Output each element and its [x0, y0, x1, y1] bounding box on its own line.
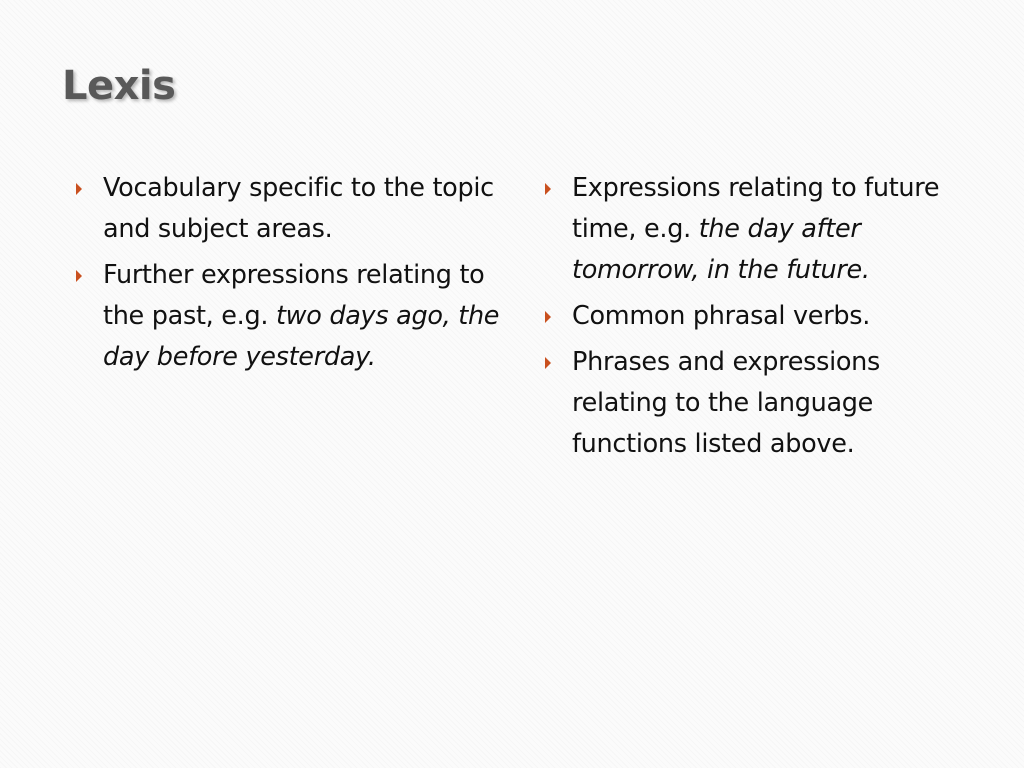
- list-item: [74, 168, 504, 250]
- bullet-example: the day after tomorrow, in the future.: [572, 214, 870, 285]
- triangle-right-icon: [545, 357, 551, 369]
- triangle-right-icon: [545, 183, 551, 195]
- list-item: [74, 255, 504, 378]
- list-item: [543, 168, 943, 291]
- triangle-right-icon: [545, 311, 551, 323]
- bullet-text: Vocabulary specific to the topic and subject areas.: [103, 173, 494, 244]
- list-item: [543, 342, 943, 465]
- bullet-text: Phrases and expressions relating to the language functions listed above.: [572, 347, 881, 459]
- triangle-right-icon: [76, 270, 82, 282]
- left-bullet-list: [74, 168, 504, 383]
- list-item: [543, 296, 943, 337]
- bullet-example: two days ago, the day before yesterday.: [103, 301, 500, 372]
- slide-title: Lexis: [62, 63, 176, 109]
- triangle-right-icon: [76, 183, 82, 195]
- bullet-text: Expressions relating to future time, e.g.: [572, 173, 940, 244]
- bullet-text: Common phrasal verbs.: [572, 301, 871, 331]
- right-bullet-list: [543, 168, 943, 470]
- bullet-text: Further expressions relating to the past, e.g.: [103, 260, 485, 331]
